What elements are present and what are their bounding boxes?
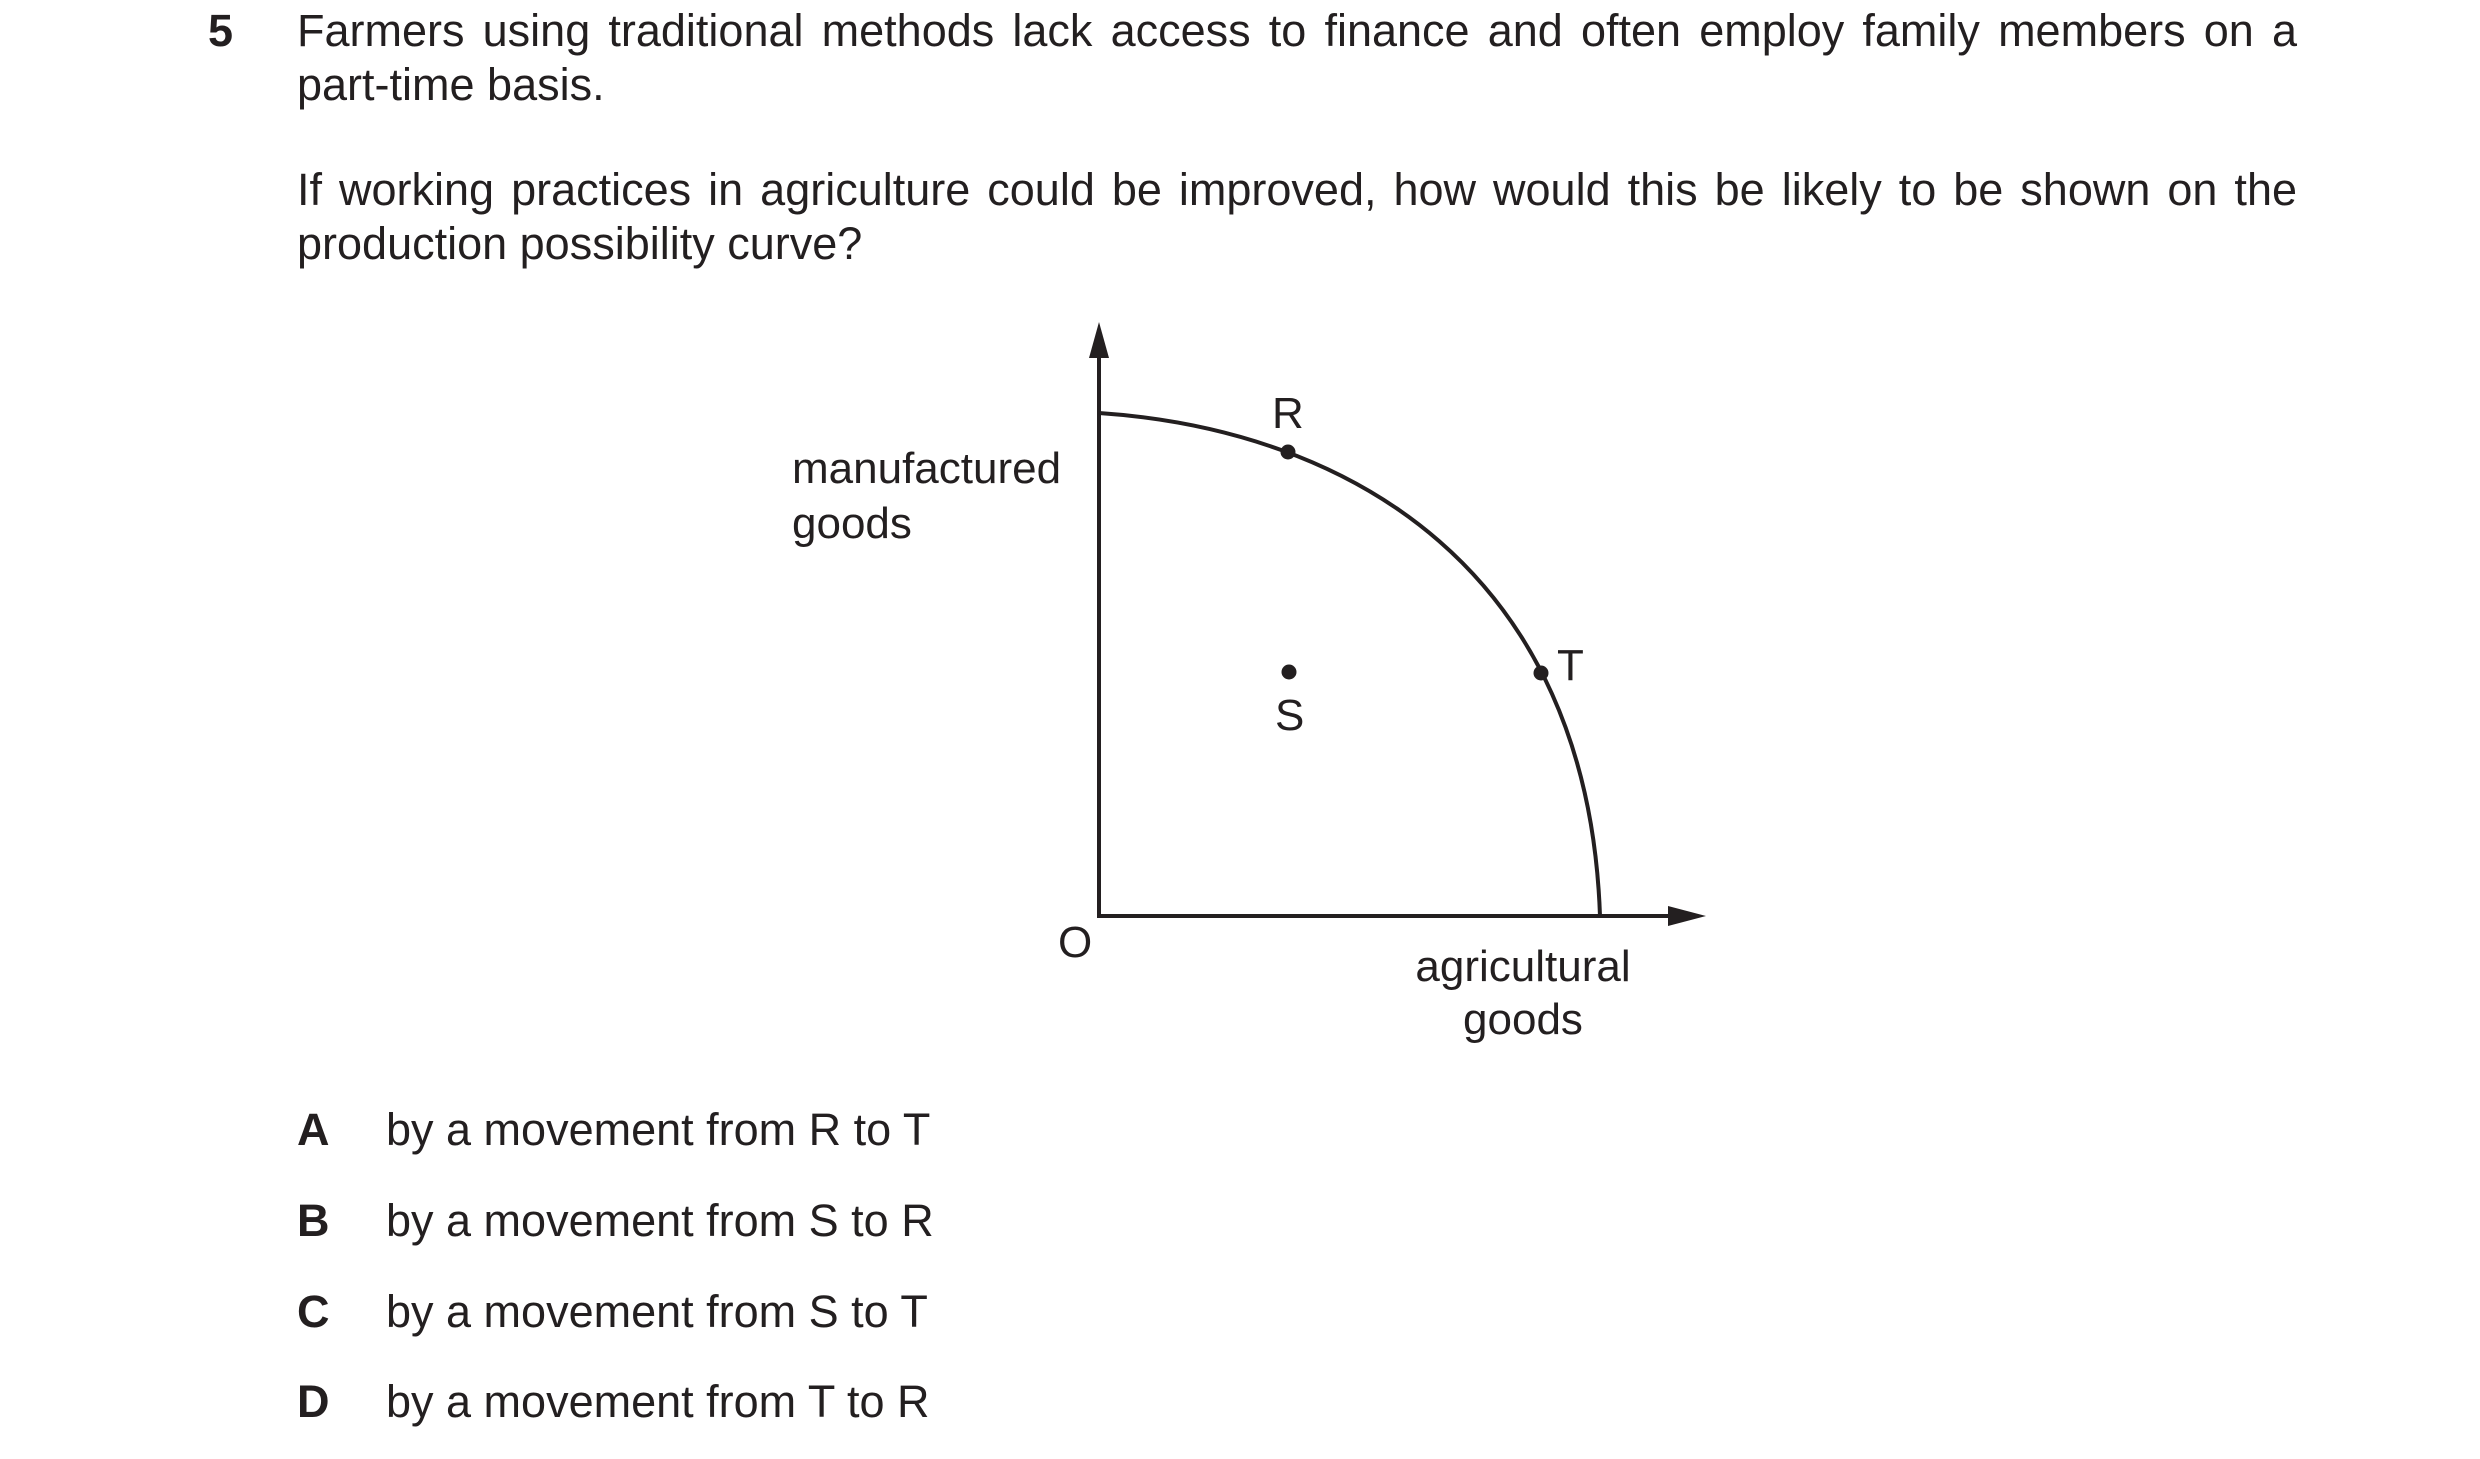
y-axis-label-line1: manufactured	[792, 444, 1062, 493]
production-possibility-curve	[1099, 413, 1600, 916]
y-axis-arrowhead	[1089, 322, 1109, 358]
option-a-text: by a movement from R to T	[386, 1104, 931, 1155]
point-r-label: R	[1272, 389, 1304, 438]
question-number: 5	[208, 5, 234, 56]
option-b-text: by a movement from S to R	[386, 1195, 934, 1246]
point-r	[1281, 445, 1296, 460]
x-axis-label-line2: goods	[1463, 995, 1583, 1044]
option-c-text: by a movement from S to T	[386, 1286, 928, 1337]
y-axis-label-line2: goods	[792, 499, 912, 548]
origin-label: O	[1058, 918, 1093, 967]
point-t-label: T	[1557, 641, 1584, 690]
x-axis-arrowhead	[1668, 906, 1706, 926]
question-stem: If working practices in agriculture could be improved, how would this be likely to be shown on the production possibility curve?	[297, 164, 2297, 269]
point-t	[1534, 666, 1549, 681]
option-a-letter: A	[297, 1104, 330, 1155]
question-context: Farmers using traditional methods lack access to finance and often employ family members on a part-time basis.	[297, 5, 2297, 110]
point-s	[1282, 665, 1297, 680]
option-b-letter: B	[297, 1195, 330, 1246]
x-axis-label-line1: agricultural	[1415, 942, 1631, 991]
option-c-letter: C	[297, 1286, 330, 1337]
point-s-label: S	[1275, 691, 1305, 740]
option-d-letter: D	[297, 1376, 330, 1427]
option-d-text: by a movement from T to R	[386, 1376, 930, 1427]
